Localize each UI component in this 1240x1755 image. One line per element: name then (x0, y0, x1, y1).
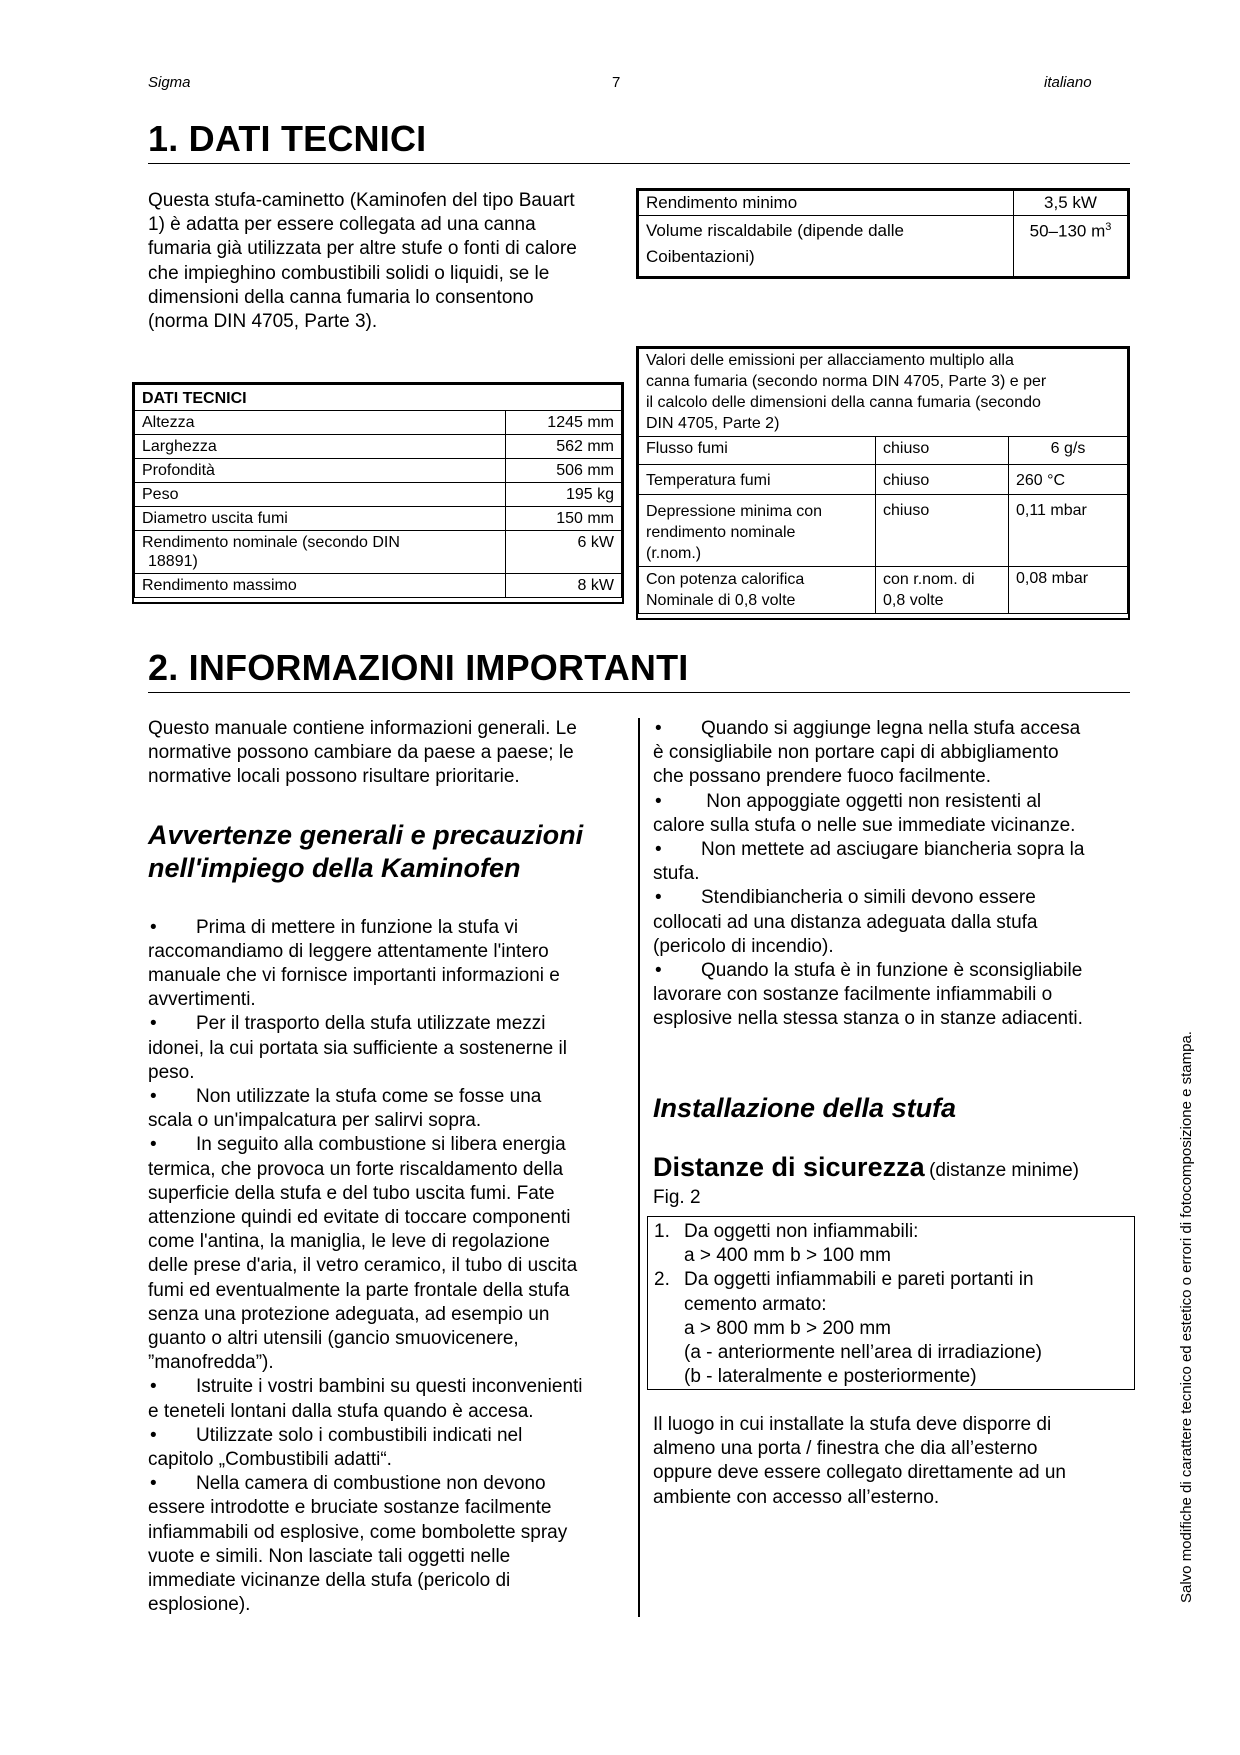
bullet-text: Prima di mettere in funzione la stufa vi (196, 916, 519, 938)
bullet-text: Utilizzate solo i combustibili indicati nel (196, 1424, 523, 1446)
warnings-list (148, 916, 628, 1618)
bullet-item (653, 790, 1133, 838)
intro-line: normative possono cambiare da paese a paese; le (148, 742, 574, 764)
tech-table-heading: DATI TECNICI (135, 385, 622, 411)
row-value: 0,08 mbar (1009, 567, 1128, 614)
row-label: Rendimento minimo (639, 191, 1014, 216)
bullet-text: che possano prendere fuoco facilmente. (653, 766, 991, 788)
bullet-text: Non appoggiate oggetti non resistenti al (701, 790, 1042, 812)
row-label: Flusso fumi (639, 437, 876, 465)
emission-table (636, 346, 1130, 620)
row-value: 506 mm (506, 459, 622, 483)
closing-line: almeno una porta / finestra che dia all’esterno (653, 1438, 1038, 1460)
bullet-item (653, 886, 1133, 959)
bullet-text: esplosive nella stessa stanza o in stanze adiacenti. (653, 1008, 1083, 1030)
bullet-text: peso. (148, 1061, 195, 1083)
bullet-text: lavorare con sostanze facilmente infiammabili o (653, 984, 1053, 1006)
bullet-icon: • (655, 887, 662, 909)
intro-line: normative locali possono risultare prioritarie. (148, 766, 520, 788)
bullet-icon: • (150, 1134, 157, 1156)
bullet-text: senza una protezione adeguata, ad esempio un (148, 1303, 550, 1325)
bullet-text: come l'antina, la maniglia, le leve di regolazione (148, 1231, 550, 1253)
table-row (639, 465, 1128, 495)
list-line: a > 400 mm b > 100 mm (684, 1245, 891, 1267)
list-line: (a - anteriormente nell’area di irradiazione) (684, 1342, 1043, 1364)
table-row (639, 495, 1128, 567)
tech-data-table (132, 382, 624, 604)
bullet-icon: • (150, 1376, 157, 1398)
bullet-icon: • (150, 1473, 157, 1495)
row-label: Nominale di 0,8 volte (646, 592, 796, 609)
intro-line: dimensioni della canna fumaria lo consentono (148, 286, 534, 308)
page-number: 7 (612, 74, 621, 91)
row-label: Larghezza (135, 435, 506, 459)
bullet-text: guanto o altri utensili (gancio smuovicenere, (148, 1328, 519, 1350)
bullet-text: Istruite i vostri bambini su questi inconvenienti (196, 1376, 583, 1398)
distances-box (647, 1216, 1135, 1390)
header-product: Sigma (148, 74, 191, 91)
row-label: (r.nom.) (646, 545, 702, 562)
bullet-icon: • (150, 1086, 157, 1108)
bullet-text: capitolo „Combustibili adatti“. (148, 1449, 392, 1471)
bullet-text: Quando la stufa è in funzione è sconsigliabile (701, 960, 1083, 982)
row-label: Depressione minima con (646, 503, 823, 520)
bullet-icon: • (655, 960, 662, 982)
table-row (135, 574, 622, 598)
side-disclaimer: Salvo modifiche di carattere tecnico ed estetico o errori di fotocomposizione e stampa. (1178, 1031, 1195, 1603)
bullet-item (148, 1133, 628, 1375)
list-line: a > 800 mm b > 200 mm (684, 1317, 891, 1339)
emission-intro-line: il calcolo delle dimensioni della canna fumaria (secondo (646, 394, 1041, 411)
section1-rule (148, 163, 1130, 164)
closing-paragraph (653, 1413, 1133, 1510)
table-row (135, 507, 622, 531)
bullet-text: Non utilizzate la stufa come se fosse una (196, 1086, 542, 1108)
row-value: 6 g/s (1009, 437, 1128, 465)
row-label: Rendimento massimo (135, 574, 506, 598)
bullet-item (653, 959, 1133, 1032)
row-label-cont: Coibentazioni) (646, 247, 755, 267)
table-row (639, 567, 1128, 614)
bullet-text: Quando si aggiunge legna nella stufa accesa (701, 718, 1081, 739)
row-value: 195 kg (506, 483, 622, 507)
bullet-text: collocati ad una distanza adeguata dalla stufa (653, 911, 1038, 933)
bullet-item (148, 1012, 628, 1085)
row-value: 3,5 kW (1014, 191, 1128, 216)
closing-line: ambiente con accesso all’esterno. (653, 1486, 940, 1508)
bullet-icon: • (655, 790, 662, 812)
row-condition: chiuso (876, 437, 1009, 465)
table-row (135, 483, 622, 507)
row-condition: chiuso (876, 495, 1009, 567)
closing-line: Il luogo in cui installate la stufa deve disporre di (653, 1414, 1052, 1435)
table-row (135, 411, 622, 435)
bullet-item (148, 1424, 628, 1472)
bullet-text: stufa. (653, 863, 700, 885)
row-condition: con r.nom. di (883, 571, 975, 588)
bullet-item (148, 916, 628, 1013)
bullet-text: esplosione). (148, 1594, 251, 1616)
fig-label: Fig. 2 (653, 1187, 701, 1208)
row-label: Peso (135, 483, 506, 507)
row-condition: chiuso (876, 465, 1009, 495)
closing-line: oppure deve essere collegato direttamente ad un (653, 1462, 1066, 1484)
section1-title: 1. DATI TECNICI (148, 118, 427, 159)
performance-table (636, 188, 1130, 279)
bullet-item (653, 838, 1133, 886)
row-label: Profondità (135, 459, 506, 483)
emission-intro-line: DIN 4705, Parte 2) (646, 415, 780, 432)
bullet-text: avvertimenti. (148, 989, 256, 1011)
row-label: Diametro uscita fumi (135, 507, 506, 531)
row-label: Rendimento nominale (secondo DIN (142, 534, 400, 551)
bullet-text: superficie della stufa e del tubo uscita fumi. Fate (148, 1182, 555, 1204)
warnings-title: nell'impiego della Kaminofen (148, 852, 521, 883)
bullet-text: e teneteli lontani dalla stufa quando è accesa. (148, 1400, 534, 1422)
bullet-icon: • (150, 1013, 157, 1035)
intro-line: Questo manuale contiene informazioni generali. Le (148, 718, 577, 739)
bullet-text: è consigliabile non portare capi di abbigliamento (653, 742, 1059, 764)
emission-intro-line: canna fumaria (secondo norma DIN 4705, Parte 3) e per (646, 373, 1047, 390)
row-label: Temperatura fumi (639, 465, 876, 495)
bullet-icon: • (150, 916, 157, 938)
precautions-list (653, 717, 1133, 1032)
left-column (148, 717, 628, 1618)
bullet-item (653, 717, 1133, 790)
table-row (639, 437, 1128, 465)
intro-line: (norma DIN 4705, Parte 3). (148, 311, 378, 333)
bullet-text: vuote e simili. Non lasciate tali oggetti nelle (148, 1545, 511, 1567)
list-line: Da oggetti non infiammabili: (684, 1221, 919, 1242)
bullet-text: scala o un'impalcatura per salirvi sopra. (148, 1110, 482, 1132)
warnings-title: Avvertenze generali e precauzioni (148, 819, 584, 850)
bullet-text: idonei, la cui portata sia sufficiente a sostenerne il (148, 1037, 567, 1059)
bullet-text: raccomandiamo di leggere attentamente l'intero (148, 940, 549, 962)
bullet-text: calore sulla stufa o nelle sue immediate vicinanze. (653, 814, 1076, 836)
table-row (639, 216, 1128, 277)
table-row (135, 531, 622, 574)
bullet-icon: • (150, 1424, 157, 1446)
list-item (654, 1268, 1128, 1389)
bullet-text: Per il trasporto della stufa utilizzate mezzi (196, 1013, 546, 1035)
superscript: 3 (1105, 221, 1112, 234)
row-value: 150 mm (506, 507, 622, 531)
emission-intro-line: Valori delle emissioni per allacciamento multiplo alla (646, 352, 1014, 369)
table-row (135, 459, 622, 483)
bullet-text: termica, che provoca un forte riscaldamento della (148, 1158, 564, 1180)
intro-line: fumaria già utilizzata per altre stufe o fonti di calore (148, 238, 577, 260)
bullet-text: Nella camera di combustione non devono (196, 1473, 546, 1495)
row-value: 260 °C (1009, 465, 1128, 495)
right-column (653, 717, 1133, 1032)
bullet-text: delle prese d'aria, il vetro ceramico, il tubo di uscita (148, 1255, 578, 1277)
row-value: 8 kW (506, 574, 622, 598)
row-label: Con potenza calorifica (646, 571, 805, 588)
row-label-cont: 18891) (148, 553, 198, 570)
header-language: italiano (1044, 74, 1092, 91)
row-value: 562 mm (506, 435, 622, 459)
bullet-text: attenzione quindi ed evitate di toccare componenti (148, 1207, 571, 1229)
row-value: 6 kW (506, 531, 622, 574)
bullet-text: ”manofredda”). (148, 1352, 274, 1374)
list-line: Da oggetti infiammabili e pareti portanti in (684, 1269, 1034, 1291)
install-title: Installazione della stufa (653, 1093, 957, 1123)
list-line: cemento armato: (684, 1293, 827, 1315)
intro-line: che impieghino combustibili solidi o liquidi, se le (148, 262, 550, 284)
row-value: 50–130 m (1029, 222, 1106, 242)
bullet-text: fumi ed eventualmente la parte frontale della stufa (148, 1279, 570, 1301)
row-value: 1245 mm (506, 411, 622, 435)
table-row (639, 191, 1128, 216)
row-value: 0,11 mbar (1009, 495, 1128, 567)
distance-heading (653, 1152, 1079, 1183)
bullet-item (148, 1375, 628, 1423)
list-line: (b - lateralmente e posteriormente) (684, 1366, 977, 1388)
distance-note: (distanze minime) (929, 1160, 1079, 1181)
bullet-text: manuale che vi fornisce importanti informazioni e (148, 965, 560, 987)
section1-intro (148, 189, 628, 334)
list-item (654, 1220, 1128, 1268)
list-number: 1. (654, 1221, 670, 1242)
bullet-text: In seguito alla combustione si libera energia (196, 1134, 566, 1156)
bullet-text: essere introdotte e bruciate sostanze facilmente (148, 1497, 552, 1519)
bullet-text: (pericolo di incendio). (653, 935, 834, 957)
table-row (135, 435, 622, 459)
bullet-text: Non mettete ad asciugare biancheria sopra la (701, 839, 1085, 861)
intro-line: Questa stufa-caminetto (Kaminofen del tipo Bauart (148, 190, 575, 211)
bullet-icon: • (655, 839, 662, 861)
column-divider (638, 718, 640, 1617)
bullet-text: immediate vicinanze della stufa (pericolo di (148, 1570, 511, 1592)
bullet-icon: • (655, 718, 662, 739)
bullet-item (148, 1472, 628, 1617)
row-condition: 0,8 volte (883, 592, 944, 609)
row-label: rendimento nominale (646, 524, 796, 541)
bullet-item (148, 1085, 628, 1133)
section2-title: 2. INFORMAZIONI IMPORTANTI (148, 647, 689, 688)
intro-line: 1) è adatta per essere collegata ad una canna (148, 214, 536, 236)
row-label: Altezza (135, 411, 506, 435)
distance-title: Distanze di sicurezza (653, 1152, 925, 1182)
row-label: Volume riscaldabile (dipende dalle (646, 221, 904, 241)
bullet-text: infiammabili od esplosive, come bombolette spray (148, 1521, 568, 1543)
emission-intro (639, 349, 1128, 437)
list-number: 2. (654, 1269, 670, 1291)
section2-rule (148, 692, 1130, 693)
bullet-text: Stendibiancheria o simili devono essere (701, 887, 1036, 909)
